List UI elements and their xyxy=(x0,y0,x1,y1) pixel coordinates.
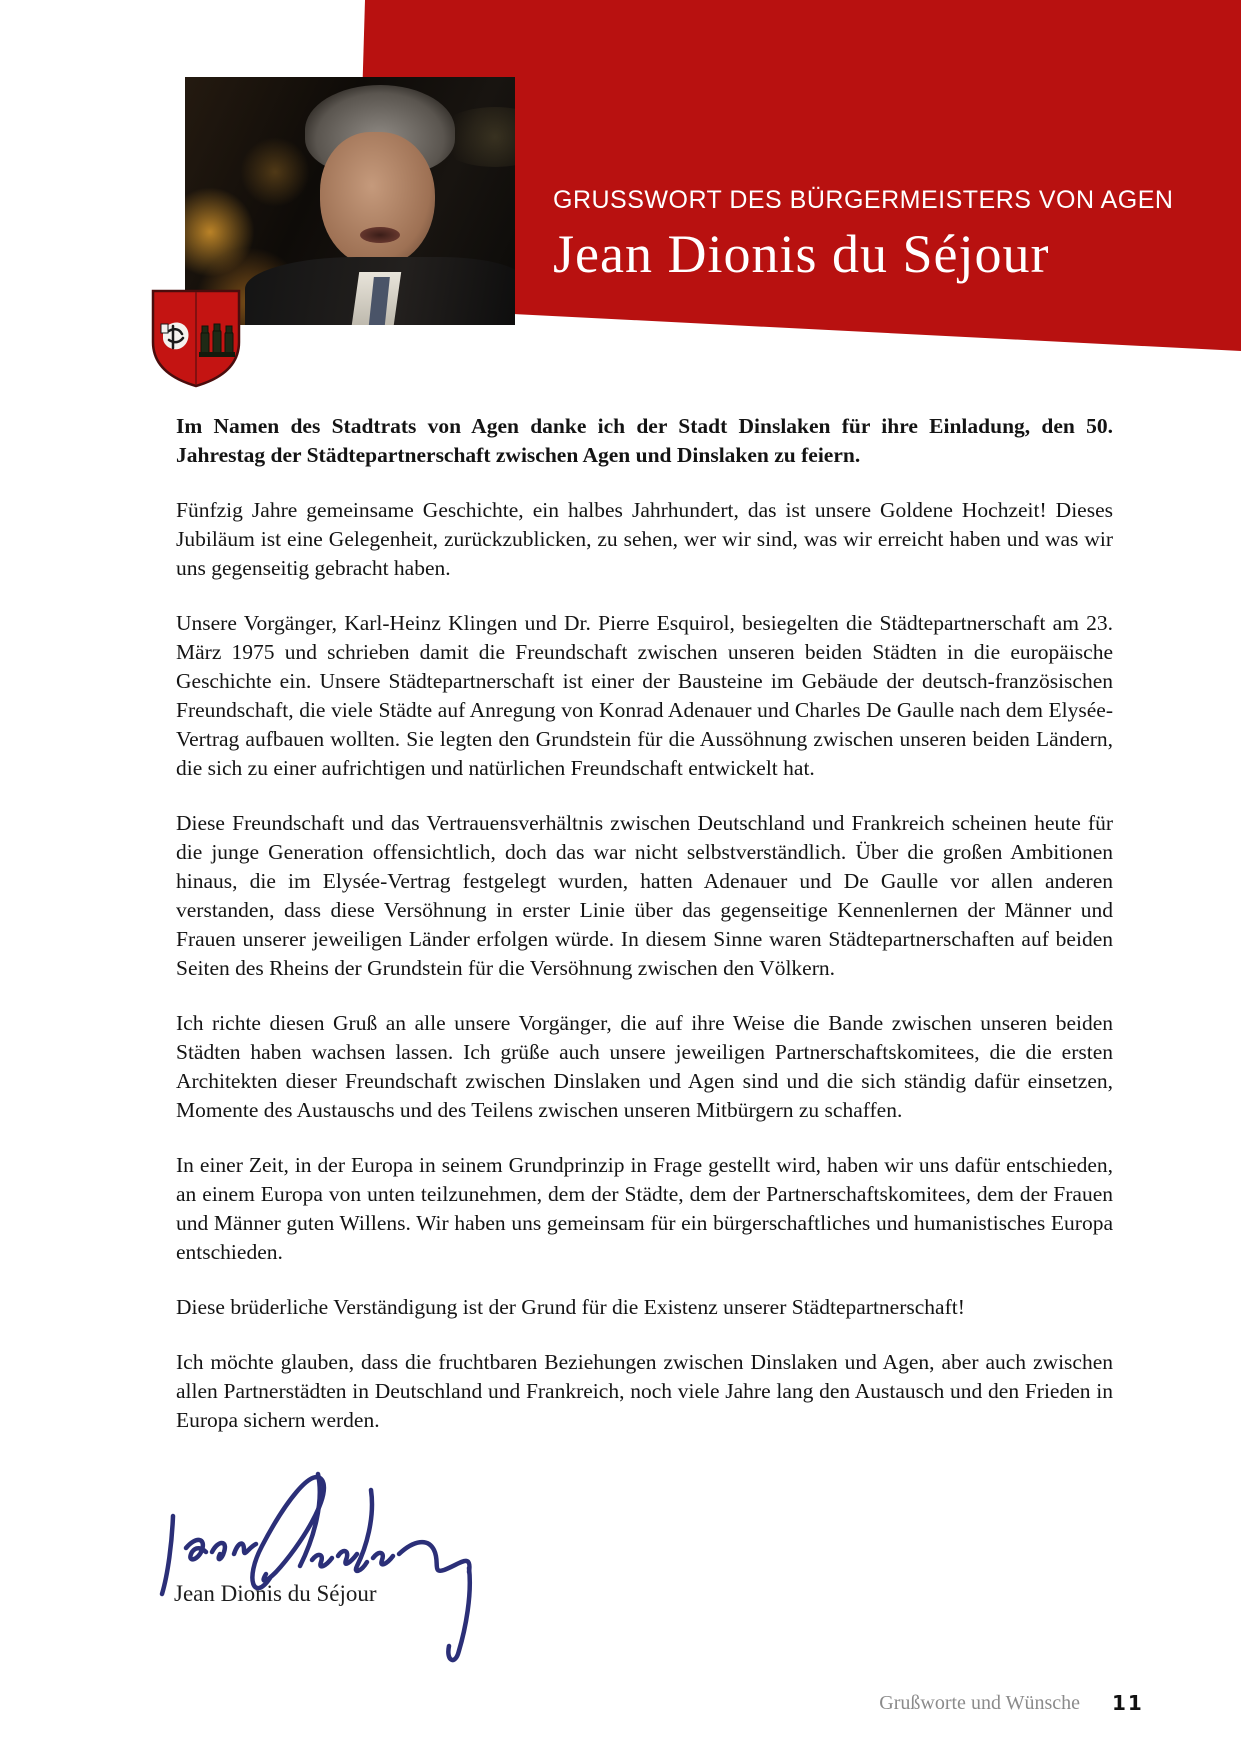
signature-typed-name: Jean Dionis du Séjour xyxy=(174,1581,377,1606)
footer-section-label: Grußworte und Wünsche xyxy=(879,1692,1080,1714)
paragraph: In einer Zeit, in der Europa in seinem Grundprinzip in Frage gestellt wird, haben wir uns dafür entschieden, an einem Europa von unten teilzunehmen, dem der Städte, dem der Partnerschaftskomitees, dem der Frauen und Männer guten Willens. Wir haben uns gemeinsam für ein bürgerschaftliches und humanistisches Europa entschieden. xyxy=(176,1153,1113,1264)
header-title-block xyxy=(553,186,1173,285)
photo-face xyxy=(320,132,435,267)
paragraph: Ich möchte glauben, dass die fruchtbaren Beziehungen zwischen Dinslaken und Agen, aber auch zwischen allen Partnerstädten in Deutschland und Frankreich, noch viele Jahre lang den Austausch und den Frieden in Europa sichern werden. xyxy=(176,1350,1113,1432)
paragraph: Diese Freundschaft und das Vertrauensverhältnis zwischen Deutschland und Frankreich scheinen heute für die junge Generation offensichtlich, doch das war nicht selbstverständlich. Über die großen Ambitionen hinaus, die im Elysée-Vertrag festgelegt wurden, hatten Adenauer und De Gaulle vor allen anderen verstanden, dass diese Versöhnung in erster Linie über das gegenseitige Kennenlernen der Männer und Frauen unserer jeweiligen Länder erfolgen würde. In diesem Sinne waren Städtepartnerschaften auf beiden Seiten des Rheins der Grundstein für die Versöhnung zwischen den Völkern. xyxy=(176,811,1113,980)
photo-smile xyxy=(360,227,400,243)
header-kicker: GRUSSWORT DES BÜRGERMEISTERS VON AGEN xyxy=(553,186,1174,214)
photo-bokeh-light xyxy=(240,137,310,207)
paragraph: Fünfzig Jahre gemeinsame Geschichte, ein halbes Jahrhundert, das ist unsere Goldene Hochzeit! Dieses Jubiläum ist eine Gelegenheit, zurückzublicken, zu sehen, wer wir sind, was wir erreicht haben und was wir uns gegenseitig gebracht haben. xyxy=(176,498,1113,580)
paragraph-intro: Im Namen des Stadtrats von Agen danke ich der Stadt Dinslaken für ihre Einladung, den 50. Jahrestag der Städtepartnerschaft zwischen Agen und Dinslaken zu feiern. xyxy=(176,414,1113,467)
paragraph: Unsere Vorgänger, Karl-Heinz Klingen und Dr. Pierre Esquirol, besiegelten die Städtepartnerschaft am 23. März 1975 und schrieben damit die Freundschaft zwischen unseren beiden Städten in die europäische Geschichte ein. Unsere Städtepartnerschaft ist einer der Bausteine im Gebäude der deutsch-französischen Freundschaft, die viele Städte auf Anregung von Konrad Adenauer und Charles De Gaulle nach dem Elysée-Vertrag aufbauen wollten. Sie legten den Grundstein für die Aussöhnung zwischen unseren beiden Ländern, die sich zu einer aufrichtigen und natürlichen Freundschaft entwickelt hat. xyxy=(176,611,1113,780)
page-title: Jean Dionis du Séjour xyxy=(553,224,1050,284)
paragraph: Diese brüderliche Verständigung ist der Grund für die Existenz unserer Städtepartnerschaft! xyxy=(176,1295,965,1319)
letter-body xyxy=(176,412,1113,1461)
handwritten-signature xyxy=(150,1460,570,1665)
footer-page-number: 11 xyxy=(1112,1691,1144,1715)
paragraph: Ich richte diesen Gruß an alle unsere Vorgänger, die auf ihre Weise die Bande zwischen unseren beiden Städten haben wachsen lassen. Ich grüße auch unsere jeweiligen Partnerschaftskomitees, die die ersten Architekten dieser Freundschaft zwischen Dinslaken und Agen sind und die sich ständig dafür einsetzen, Momente des Austauschs und des Teilens zwischen unseren Mitbürgern zu schaffen. xyxy=(176,1011,1113,1122)
agen-coat-of-arms-icon xyxy=(149,288,243,388)
